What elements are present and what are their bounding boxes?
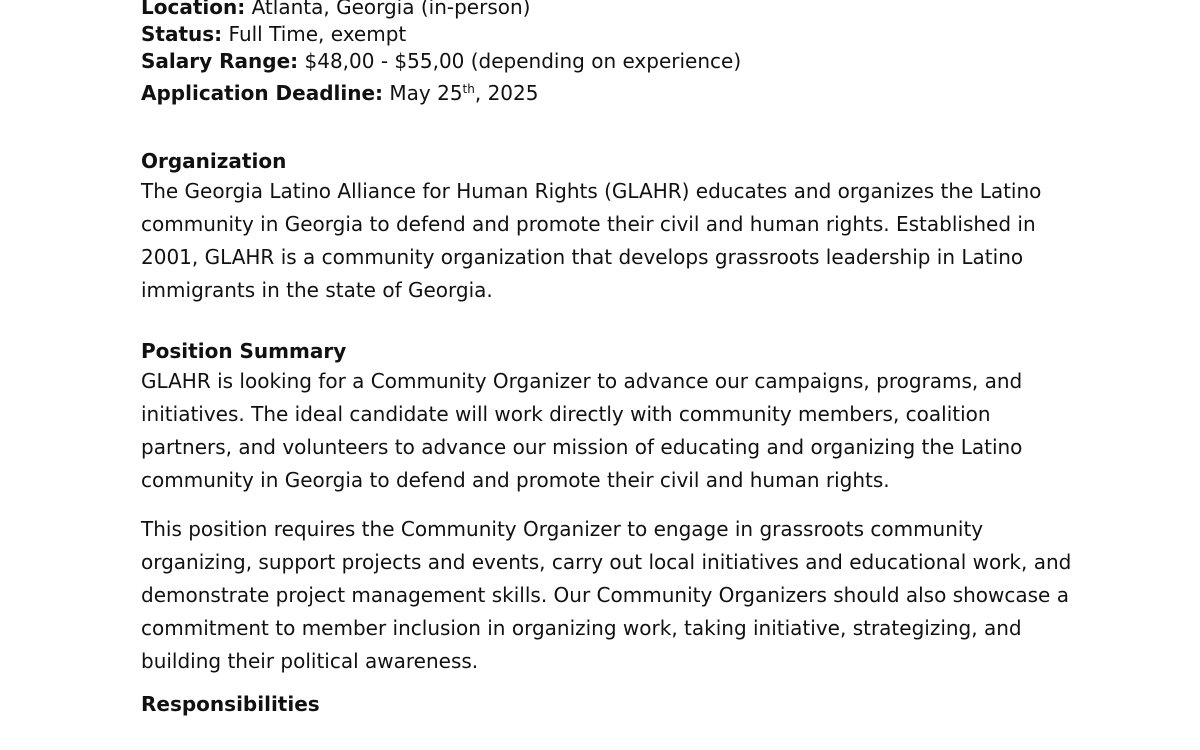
position-summary-paragraph-2: This position requires the Community Organizer to engage in grassroots community organizing, support projects and events, carry out local initiatives and educational work, and demonstrate project management skills. Our Community Organizers should also showcase a commitment to member inclusion in organizing work, taking initiative, strategizing, and building their political awareness. [141, 517, 1072, 673]
organization-heading: Organization [141, 149, 287, 173]
deadline-label: Application Deadline: [141, 81, 384, 105]
deadline-superscript: th [462, 82, 475, 96]
status-value: Full Time, exempt [222, 22, 407, 46]
deadline-year: , 2025 [474, 81, 539, 105]
organization-paragraph: The Georgia Latino Alliance for Human Rights (GLAHR) educates and organizes the Latino community in Georgia to defend and promote their civil and human rights. Established in 2001, GLAHR is a community organization that develops grassroots leadership in Latino immigrants in the state of Georgia. [141, 179, 1042, 302]
location-line [141, 0, 1081, 21]
salary-label: Salary Range: [141, 49, 299, 73]
status-line [141, 21, 1081, 48]
deadline-line [141, 80, 1081, 107]
position-summary-paragraph-1: GLAHR is looking for a Community Organizer to advance our campaigns, programs, and initiatives. The ideal candidate will work directly with community members, coalition partners, and volunteers to advance our mission of educating and organizing the Latino community in Georgia to defend and promote their civil and human rights. [141, 369, 1023, 492]
position-summary-heading: Position Summary [141, 339, 347, 363]
location-value: Atlanta, Georgia (in-person) [245, 0, 531, 19]
location-label: Location: [141, 0, 246, 19]
salary-value: $48,00 - $55,00 (depending on experience) [298, 49, 742, 73]
status-label: Status: [141, 22, 223, 46]
job-posting-document [141, 0, 1081, 718]
deadline-value: May 25 [383, 81, 463, 105]
responsibilities-heading: Responsibilities [141, 692, 320, 716]
salary-line [141, 48, 1081, 75]
